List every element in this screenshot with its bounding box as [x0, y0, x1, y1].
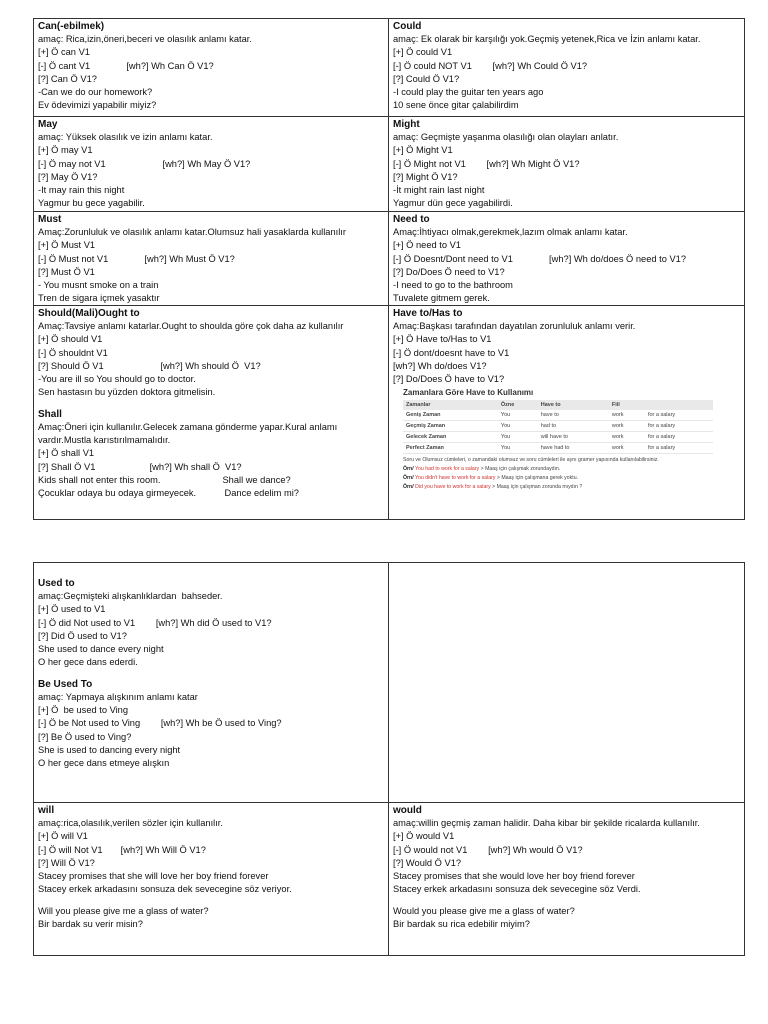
- text-line: [-] Ö dont/doesnt have to V1: [393, 347, 510, 358]
- text-line: [-] Ö may not V1 [wh?] Wh May Ö V1?: [38, 158, 251, 169]
- text-line: Amaç:Tavsiye anlamı katarlar.Ought to shoulda göre çok daha az kullanılır: [38, 321, 344, 331]
- text-line: -I could play the guitar ten years ago: [393, 87, 544, 98]
- example-prefix: Örn/: [403, 475, 414, 482]
- can-cell: [34, 19, 389, 116]
- text-line: Yagmur dün gece yagabilirdi.: [393, 198, 513, 209]
- table-cell: Geniş Zaman: [403, 410, 498, 421]
- text-line: [+] Ö may V1: [38, 145, 93, 156]
- section-title: Should(Mali)Ought to: [38, 308, 140, 319]
- example-sentence: You didn't have to work for a salary: [415, 475, 496, 482]
- text-line: [?] Will Ö V1?: [38, 857, 95, 868]
- column-header: Fiil: [609, 400, 645, 410]
- must-cell: [34, 212, 389, 305]
- may-cell: [34, 117, 389, 211]
- text-line: [?] Might Ö V1?: [393, 171, 458, 182]
- text-line: Tuvalete gitmem gerek.: [393, 293, 490, 304]
- text-line: [+] Ö Might V1: [393, 145, 453, 156]
- mini-table-note: Soru ve Olumsuz cümleleri, o zamandaki olumsuz ve soru cümleleri ile aynı gramer yapısında kullanılabilirsiniz.: [403, 457, 659, 464]
- text-line: [?] Do/Does Ö have to V1?: [393, 374, 505, 385]
- text-line: -It may rain this night: [38, 185, 125, 196]
- table-cell: will have to: [538, 432, 609, 443]
- mini-table-title: Zamanlara Göre Have to Kullanımı: [403, 388, 534, 398]
- empty-cell: [389, 563, 744, 802]
- section-title: Need to: [393, 214, 430, 225]
- have-to-cell: [389, 306, 744, 519]
- text-line: [-] Ö shouldnt V1: [38, 347, 108, 358]
- table-cell: for a salary: [645, 443, 713, 454]
- table-cell: Geçmiş Zaman: [403, 421, 498, 432]
- text-line: Stacey erkek arkadasını sonsuza dek sevecegine söz veriyor.: [38, 884, 292, 895]
- text-line: amaç: Yüksek olasılık ve izin anlamı katar.: [38, 132, 213, 142]
- text-line: amaç: Ek olarak bir karşılığı yok.Geçmiş yetenek,Rica ve İzin anlamı katar.: [393, 34, 701, 44]
- text-line: Amaç:Başkası tarafından dayatılan zorunluluk anlamı verir.: [393, 321, 636, 331]
- text-line: Will you please give me a glass of water?: [38, 905, 209, 916]
- section-title: would: [393, 805, 422, 816]
- text-line: 10 sene önce gitar çalabilirdim: [393, 100, 519, 111]
- text-line: -İt might rain last night: [393, 185, 485, 196]
- text-line: [-] Ö could NOT V1 [wh?] Wh Could Ö V1?: [393, 60, 588, 71]
- column-header: [645, 400, 713, 410]
- table-row: [34, 19, 744, 117]
- table-cell: You: [498, 443, 538, 454]
- text-line: [+] Ö could V1: [393, 47, 453, 58]
- text-line: [-] Ö did Not used to V1 [wh?] Wh did Ö used to V1?: [38, 617, 272, 628]
- have-to-tense-table: [403, 400, 713, 454]
- text-line: Ev ödevimizi yapabilir miyiz?: [38, 100, 157, 111]
- table-cell: You: [498, 432, 538, 443]
- table-row: [34, 117, 744, 212]
- text-line: amaç: Rica,izin,öneri,beceri ve olasılık anlamı katar.: [38, 34, 252, 44]
- table-row: [34, 212, 744, 306]
- text-line: amaç:rica,olasılık,verilen sözler için kullanılır.: [38, 818, 223, 828]
- example-translation: > Maaş için çalışman zorunda mıydın ?: [490, 484, 583, 491]
- text-line: -You are ill so You should go to doctor.: [38, 374, 196, 385]
- table-cell: work: [609, 421, 645, 432]
- text-line: Tren de sigara içmek yasaktır: [38, 293, 160, 304]
- text-line: Bir bardak su rica edebilir miyim?: [393, 919, 530, 930]
- table-cell: You: [498, 410, 538, 421]
- text-line: She is used to dancing every night: [38, 744, 181, 755]
- section-title: Have to/Has to: [393, 308, 463, 319]
- section-title: Must: [38, 214, 62, 225]
- table-cell: You: [498, 421, 538, 432]
- table-cell: Gelecek Zaman: [403, 432, 498, 443]
- text-line: Stacey erkek arkadasını sonsuza dek sevecegine söz Verdi.: [393, 884, 641, 895]
- example-line: [403, 484, 733, 490]
- text-line: [+] Ö can V1: [38, 47, 90, 58]
- text-line: [+] Ö would V1: [393, 831, 455, 842]
- text-line: amaç:Geçmişteki alışkanlıklardan bahseder.: [38, 591, 223, 601]
- text-line: amaç:willin geçmiş zaman halidir. Daha kibar bir şekilde ricalarda kullanılır.: [393, 818, 700, 828]
- text-line: She used to dance every night: [38, 644, 164, 655]
- text-line: O her gece dans etmeye alışkın: [38, 758, 170, 769]
- text-line: [-] Ö would not V1 [wh?] Wh would Ö V1?: [393, 844, 583, 855]
- section-title: Can(-ebilmek): [38, 21, 105, 32]
- section-title: Might: [393, 119, 420, 130]
- table-cell: Perfect Zaman: [403, 443, 498, 454]
- text-line: Amaç:Öneri için kullanılır.Gelecek zamana gönderme yapar.Kural anlamı: [38, 421, 338, 432]
- example-sentence: Did you have to work for a salary: [415, 484, 491, 491]
- example-translation: > Maaş için çalışmak zorundaydın.: [479, 466, 561, 473]
- text-line: [-] Ö cant V1 [wh?] Wh Can Ö V1?: [38, 60, 214, 71]
- text-line: Yagmur bu gece yagabilir.: [38, 198, 145, 209]
- text-line: Bir bardak su verir misin?: [38, 919, 143, 930]
- text-line: Amaç:İhtiyacı olmak,gerekmek,lazım olmak anlamı katar.: [393, 227, 628, 237]
- text-line: [+] Ö need to V1: [393, 240, 461, 251]
- would-cell: [389, 803, 744, 955]
- used-to-cell: [34, 563, 389, 802]
- text-line: [+] Ö shall V1: [38, 448, 95, 459]
- table-row: [403, 432, 713, 443]
- text-line: Would you please give me a glass of water?: [393, 905, 575, 916]
- text-line: Stacey promises that she would love her boy friend forever: [393, 871, 635, 882]
- example-line: [403, 475, 733, 481]
- text-line: [+] Ö be used to Ving: [38, 705, 129, 716]
- text-line: amaç: Yapmaya alışkınım anlamı katar: [38, 691, 198, 702]
- table-row: [403, 410, 713, 421]
- column-header: Zamanlar: [403, 400, 498, 410]
- used-to-will-table: [33, 562, 745, 956]
- text-line: [?] Do/Does Ö need to V1?: [393, 266, 505, 277]
- should-shall-cell: [34, 306, 389, 519]
- table-cell: for a salary: [645, 421, 713, 432]
- modal-verbs-table: [33, 18, 745, 520]
- table-cell: work: [609, 410, 645, 421]
- text-line: -Can we do our homework?: [38, 87, 153, 98]
- section-title: Used to: [38, 578, 75, 589]
- text-line: [wh?] Wh do/does V1?: [393, 360, 487, 371]
- text-line: [+] Ö Have to/Has to V1: [393, 334, 492, 345]
- text-line: [-] Ö be Not used to Ving [wh?] Wh be Ö used to Ving?: [38, 718, 282, 729]
- table-cell: have had to: [538, 443, 609, 454]
- might-cell: [389, 117, 744, 211]
- text-line: [+] Ö should V1: [38, 334, 103, 345]
- example-prefix: Örn/: [403, 484, 414, 491]
- section-title: Be Used To: [38, 678, 93, 690]
- text-line: Sen hastasın bu yüzden doktora gitmelisin.: [38, 387, 216, 398]
- text-line: [?] Be Ö used to Ving?: [38, 731, 132, 742]
- table-row: [34, 306, 744, 519]
- text-line: - You musnt smoke on a train: [38, 280, 159, 291]
- text-line: [-] Ö Might not V1 [wh?] Wh Might Ö V1?: [393, 158, 580, 169]
- table-cell: work: [609, 432, 645, 443]
- text-line: -I need to go to the bathroom: [393, 280, 513, 291]
- text-line: [-] Ö Doesnt/Dont need to V1 [wh?] Wh do/does Ö need to V1?: [393, 253, 687, 264]
- table-cell: had to: [538, 421, 609, 432]
- text-line: [?] Did Ö used to V1?: [38, 630, 127, 641]
- text-line: O her gece dans ederdi.: [38, 657, 138, 668]
- text-line: Kids shall not enter this room. Shall we dance?: [38, 474, 291, 485]
- column-header: Have to: [538, 400, 609, 410]
- text-line: [?] May Ö V1?: [38, 171, 98, 182]
- text-line: vardır.Mustla karıstırılmamalıdır.: [38, 435, 171, 446]
- section-title: Could: [393, 21, 422, 32]
- text-line: [+] Ö used to V1: [38, 604, 106, 615]
- text-line: Stacey promises that she will love her boy friend forever: [38, 871, 269, 882]
- example-translation: > Maaş için çalışmana gerek yoktu.: [495, 475, 579, 482]
- text-line: [?] Shall Ö V1 [wh?] Wh shall Ö V1?: [38, 461, 242, 472]
- text-line: Çocuklar odaya bu odaya girmeyecek. Dance edelim mi?: [38, 488, 299, 499]
- section-title: May: [38, 119, 58, 130]
- example-prefix: Örn/: [403, 466, 414, 473]
- text-line: [?] Would Ö V1?: [393, 857, 462, 868]
- text-line: [-] Ö Must not V1 [wh?] Wh Must Ö V1?: [38, 253, 235, 264]
- table-cell: for a salary: [645, 432, 713, 443]
- section-title: will: [38, 805, 55, 816]
- will-cell: [34, 803, 389, 955]
- could-cell: [389, 19, 744, 116]
- text-line: [?] Must Ö V1: [38, 266, 95, 277]
- text-line: [+] Ö Must V1: [38, 240, 96, 251]
- example-sentence: You had to work for a salary: [415, 466, 480, 473]
- text-line: [-] Ö will Not V1 [wh?] Wh Will Ö V1?: [38, 844, 206, 855]
- example-line: [403, 466, 733, 472]
- text-line: Amaç:Zorunluluk ve olasılık anlamı katar.Olumsuz hali yasaklarda kullanılır: [38, 227, 346, 237]
- text-line: [?] Should Ö V1 [wh?] Wh should Ö V1?: [38, 360, 261, 371]
- table-row: [403, 421, 713, 432]
- table-cell: have to: [538, 410, 609, 421]
- text-line: amaç: Geçmişte yaşanma olasılığı olan olayları anlatır.: [393, 132, 619, 142]
- table-row: [403, 443, 713, 454]
- need-to-cell: [389, 212, 744, 305]
- table-row: [34, 563, 744, 803]
- text-line: [?] Can Ö V1?: [38, 73, 97, 84]
- table-cell: for a salary: [645, 410, 713, 421]
- have-to-tense-image: [403, 388, 733, 490]
- table-cell: work: [609, 443, 645, 454]
- text-line: [+] Ö will V1: [38, 831, 88, 842]
- text-line: [?] Could Ö V1?: [393, 73, 460, 84]
- section-title: Shall: [38, 408, 62, 420]
- table-row: [34, 803, 744, 955]
- column-header: Özne: [498, 400, 538, 410]
